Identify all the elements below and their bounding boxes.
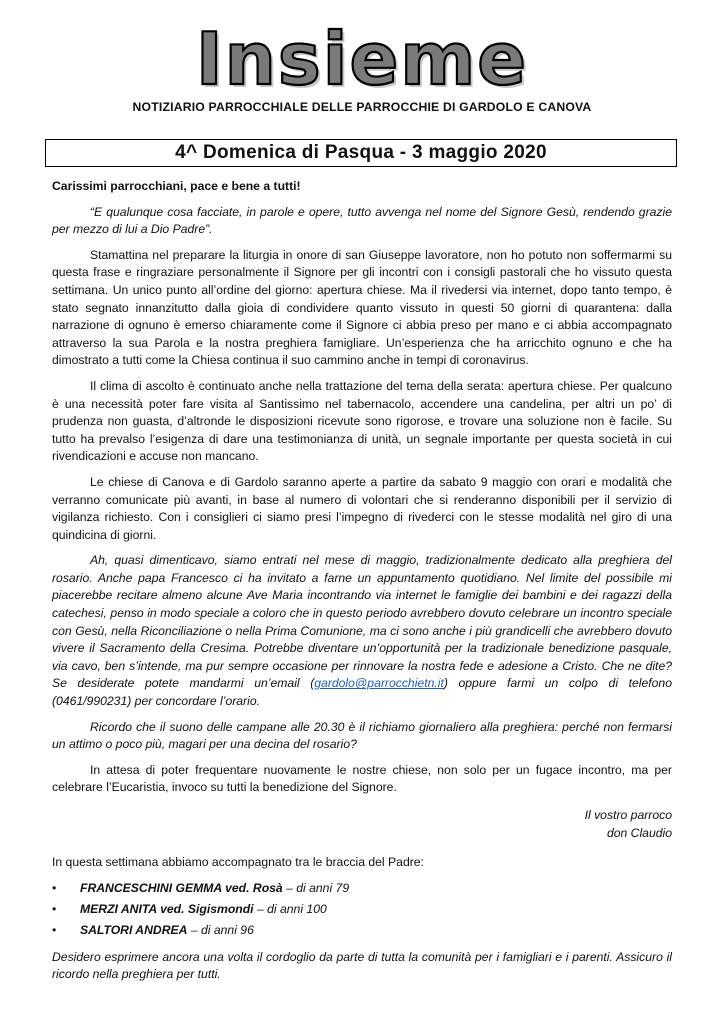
date-heading: 4^ Domenica di Pasqua - 3 maggio 2020 [45, 139, 677, 167]
closing-paragraph: Desidero esprimere ancora una volta il cordoglio da parte di tutta la comunità per i famigliari e i parenti. Assicuro il ricordo nella preghiera per tutti. [52, 949, 672, 982]
deceased-intro: In questa settimana abbiamo accompagnato tra le braccia del Padre: [52, 855, 424, 870]
paragraph-quote: “E qualunque cosa facciate, in parole e opere, tutto avvenga nel nome del Signore Gesù, rendendo grazie per mezzo di lui a Dio Padre”. [52, 204, 672, 237]
deceased-age: – di anni 96 [187, 922, 254, 937]
paragraph-6: In attesa di poter frequentare nuovamente le nostre chiese, non solo per un fugace incontro, ma per celebrare l’Eucaristia, invoco su tutti la benedizione del Signore. [52, 762, 672, 795]
masthead-subtitle: NOTIZIARIO PARROCCHIALE DELLE PARROCCHIE DI GARDOLO E CANOVA [132, 100, 592, 114]
paragraph-3: Le chiese di Canova e di Gardolo saranno aperte a partire da sabato 9 maggio con orari e modalità che verranno comunicate più avanti, in base al numero di volontari che si renderanno disponibili per il servizio di vigilanza richiesto. Con i consiglieri ci siamo presi l’impegno di rivederci con le stesse modalità nel giro di una quindicina di giorni. [52, 474, 672, 542]
deceased-name: MERZI ANITA ved. Sigismondi [80, 901, 254, 916]
paragraph-4 [52, 552, 672, 710]
deceased-age: – di anni 79 [282, 880, 350, 895]
deceased-name: FRANCESCHINI GEMMA ved. Rosà [80, 880, 283, 895]
bullet-icon: • [52, 922, 57, 937]
paragraph-5: Ricordo che il suono delle campane alle 20.30 è il richiamo giornaliero alla preghiera: perché non fermarsi un attimo o poco più, magari per una decina del rosario? [52, 719, 672, 752]
deceased-name: SALTORI ANDREA [80, 922, 188, 937]
signature-line-2: don Claudio [606, 825, 672, 840]
letter-body [52, 178, 672, 992]
list-item [52, 880, 672, 897]
paragraph-2: Il clima di ascolto è continuato anche nella trattazione del tema della serata: apertura chiese. Per qualcuno è una necessità poter fare visita al Santissimo nel tabernacolo, accendere una candelina, per altri un po’ di prudenza non guasta, d’altronde le disposizioni ricevute sono rigorose, e trovare una soluzione non è facile. Su tutto ha prevalso l’esigenza di dare una testimonianza di unità, un segnale importante per questa società in cui rivendicazioni e accuse non mancano. [52, 378, 672, 464]
paragraph-4-text-after: ) oppure farmi un colpo di telefono (0461/990231) per concordare l’orario. [52, 676, 672, 709]
signature [52, 807, 672, 842]
bullet-icon: • [52, 880, 57, 895]
paragraph-4-text-before: Ah, quasi dimenticavo, siamo entrati nel mese di maggio, tradizionalmente dedicato alla preghiera del rosario. Anche papa Francesco ci ha invitato a farne un appuntamento quotidiano. Nel limite del possibile mi piacerebbe recitare almeno alcune Ave Maria incontrando via internet le famiglie dei bambini e dei ragazzi della catechesi, penso in modo speciale a coloro che in questo periodo avrebbero dovuto celebrare un incontro speciale con Gesù, nella Riconciliazione o nella Prima Comunione, ma ci sono anche i più grandicelli che avrebbero dovuto vivere il Sacramento della Cresima. Potrebbe diventare un’opportunità per la tradizionale benedizione pasquale, via cavo, ben s’intende, ma pur sempre occasione per rinnovare la nostra fede e adesione a Cristo. Che ne dite? Se desiderate potete mandarmi un’email ( [52, 553, 672, 691]
email-link[interactable]: gardolo@parrocchietn.it [314, 676, 444, 691]
signature-line-1: Il vostro parroco [584, 808, 672, 822]
list-item [52, 901, 672, 918]
deceased-age: – di anni 100 [253, 901, 327, 916]
masthead [0, 17, 724, 101]
bullet-icon: • [52, 901, 57, 916]
masthead-title: Insieme [195, 17, 529, 101]
list-item [52, 922, 672, 939]
deceased-list [52, 880, 672, 939]
paragraph-1: Stamattina nel preparare la liturgia in onore di san Giuseppe lavoratore, non ho potuto non soffermarmi su questa frase e ringraziare personalmente il Signore per gli incontri con i consigli pastorali che ho vissuto questa settimana. Un unico punto all’ordine del giorno: apertura chiese. Ma il rivedersi via internet, dopo tanto tempo, è stato segnato innanzitutto dalla gioia di condividere quanto vissuto in questi 50 giorni di quarantena: dalla narrazione di ognuno è emerso chiaramente come il Signore ci abbia preso per mano e ci abbia accompagnato attraverso la sua Parola e la nostra preghiera famigliare. Un’esperienza che ha arricchito ognuno e che ha dimostrato a tutti come la Chiesa continua il suo cammino anche in tempi di coronavirus. [52, 247, 672, 368]
greeting: Carissimi parrocchiani, pace e bene a tutti! [52, 179, 301, 193]
